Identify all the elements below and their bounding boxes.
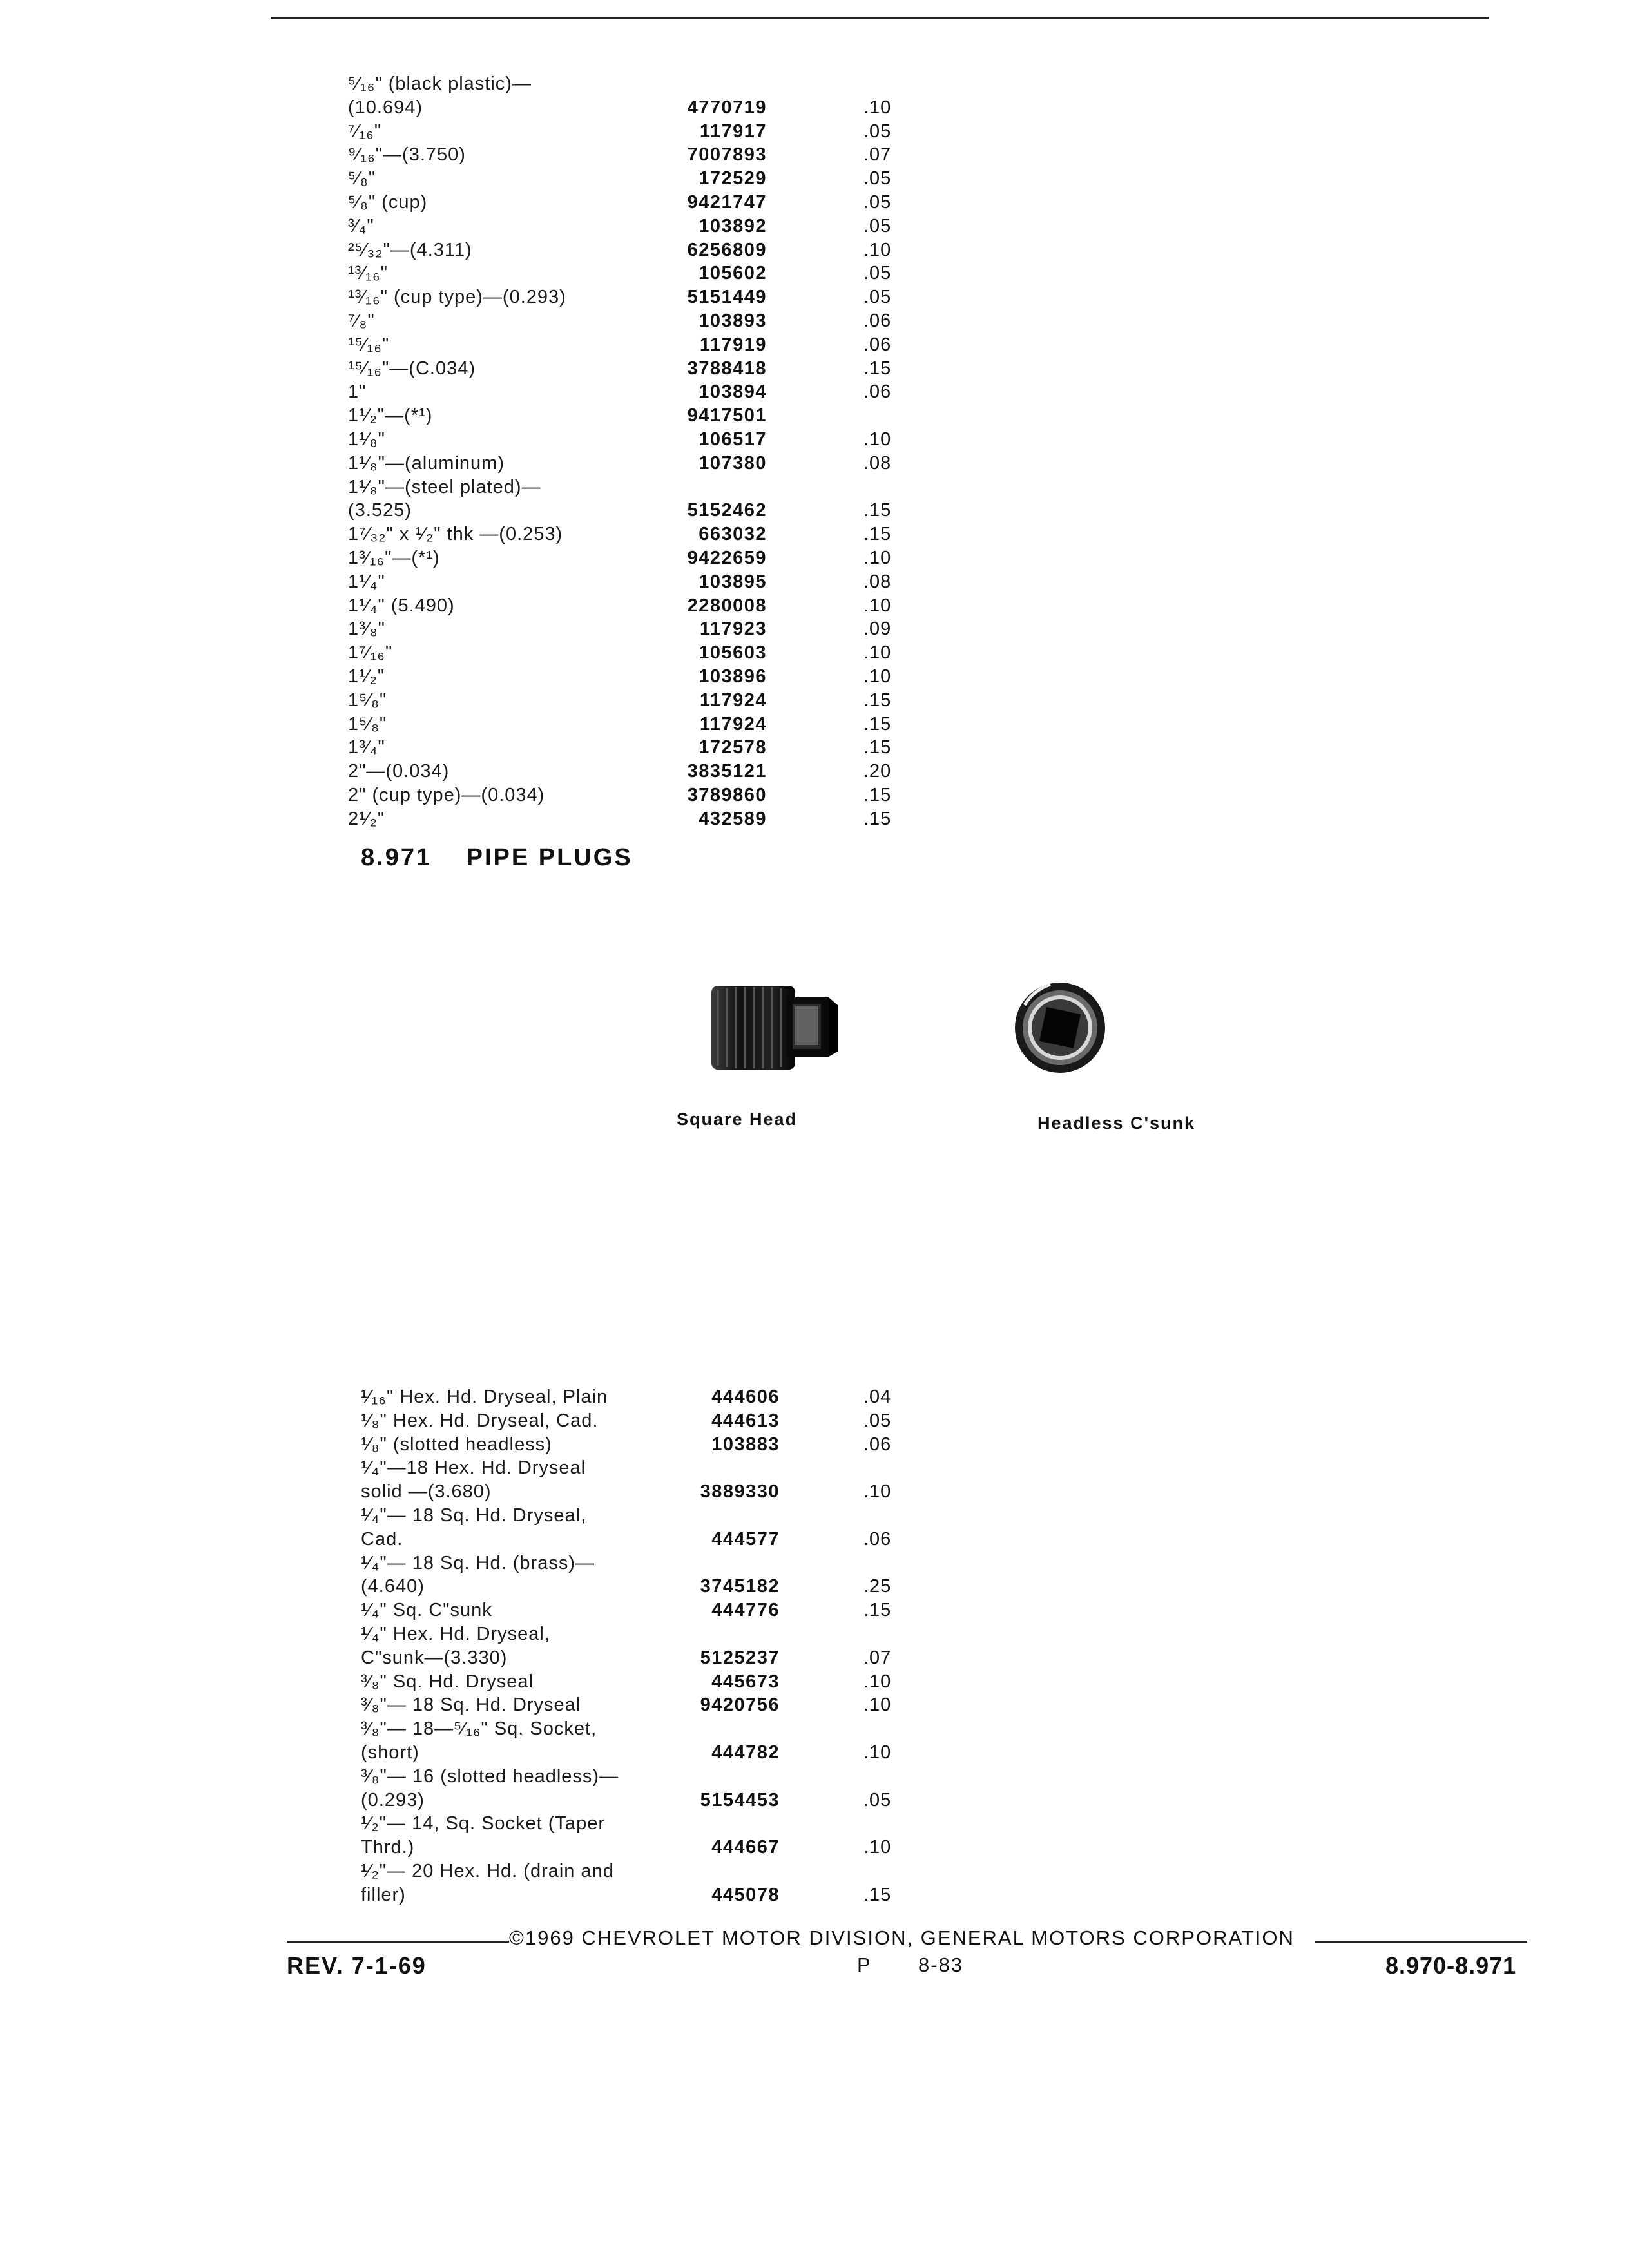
part-description: ⁷⁄₁₆" (348, 120, 382, 142)
part-price: .15 (863, 1600, 892, 1621)
part-description: ¹³⁄₁₆" (348, 263, 388, 284)
part-description: (3.525) (348, 500, 412, 521)
section-number: 8.971 (361, 844, 432, 871)
part-number: 663032 (699, 524, 767, 545)
part-price: .15 (863, 1884, 892, 1905)
part-number: 445078 (711, 1884, 780, 1905)
table-row (348, 665, 992, 689)
part-description: 1¹⁄₈" (348, 428, 385, 450)
part-number: 103893 (699, 310, 767, 331)
table-row (348, 191, 992, 215)
part-number: 444577 (711, 1528, 780, 1550)
part-description: ¹³⁄₁₆" (cup type)—(0.293) (348, 287, 566, 308)
part-price: .10 (863, 1671, 892, 1692)
table-row (348, 380, 992, 404)
table-row (348, 760, 992, 783)
part-price: .05 (863, 1789, 892, 1811)
part-number: 432589 (699, 808, 767, 829)
table-row (348, 143, 992, 167)
part-description: ¹⁄₄" Hex. Hd. Dryseal, (361, 1623, 550, 1644)
table-row (348, 72, 992, 96)
part-price: .20 (863, 761, 892, 782)
part-number: 9422659 (687, 547, 767, 568)
part-price: .05 (863, 1410, 892, 1431)
part-number: 3889330 (700, 1481, 780, 1503)
part-description: C"sunk—(3.330) (361, 1647, 508, 1668)
part-number: 107380 (699, 452, 767, 474)
part-price: .15 (863, 808, 892, 829)
part-description: Thrd.) (361, 1837, 415, 1858)
part-price: .07 (863, 144, 892, 166)
part-price: .10 (863, 642, 892, 664)
table-row (348, 428, 992, 452)
table-row (361, 1741, 1005, 1765)
table-row (348, 499, 992, 523)
part-number: 117924 (699, 689, 767, 711)
part-number: 7007893 (687, 144, 767, 166)
part-price: .15 (863, 689, 892, 711)
part-description: ²⁵⁄₃₂"—(4.311) (348, 239, 472, 260)
part-price: .10 (863, 239, 892, 260)
part-description: ⁵⁄₈" (348, 168, 376, 189)
part-description: ³⁄₈"— 16 (slotted headless)— (361, 1765, 619, 1787)
table-row (361, 1456, 1005, 1480)
part-description: ¹⁄₁₆" Hex. Hd. Dryseal, Plain (361, 1387, 608, 1407)
part-price: .10 (863, 666, 892, 687)
part-description: 1¹⁄₂" (348, 666, 385, 687)
table-row (361, 1717, 1005, 1741)
table-row (361, 1480, 1005, 1504)
part-number: 9417501 (687, 405, 767, 427)
table-row (348, 262, 992, 285)
table-row (361, 1552, 1005, 1575)
part-number: 117923 (699, 619, 767, 640)
upper-parts-table (348, 72, 992, 831)
part-description: 1³⁄₄" (348, 737, 385, 758)
table-row (348, 736, 992, 760)
part-price: .10 (863, 1837, 892, 1858)
part-description: ¹⁄₈" Hex. Hd. Dryseal, Cad. (361, 1410, 599, 1431)
page-prefix: P (857, 1954, 872, 1976)
part-number: 5152462 (687, 500, 767, 521)
part-price: .06 (863, 1434, 892, 1455)
table-row (348, 807, 992, 831)
table-row (348, 689, 992, 713)
table-row (348, 285, 992, 309)
table-row (348, 546, 992, 570)
table-row (348, 594, 992, 618)
part-price: .15 (863, 737, 892, 758)
part-description: 1¹⁄₄" (348, 571, 385, 592)
table-row (348, 120, 992, 144)
part-price: .05 (863, 215, 892, 236)
part-number: 445673 (711, 1671, 780, 1692)
part-description: 1⁷⁄₁₆" (348, 642, 393, 664)
revision-date: REV. 7-1-69 (287, 1952, 427, 1979)
part-description: (0.293) (361, 1789, 425, 1811)
part-number: 444606 (711, 1387, 780, 1407)
part-number: 105603 (699, 642, 767, 664)
part-description: ¹⁄₄"— 18 Sq. Hd. Dryseal, (361, 1504, 587, 1526)
part-description: 1⁵⁄₈" (348, 713, 387, 735)
part-description: 1⁷⁄₃₂" x ¹⁄₂" thk —(0.253) (348, 524, 563, 545)
table-row (361, 1765, 1005, 1789)
table-row (348, 238, 992, 262)
part-price: .15 (863, 784, 892, 805)
table-row (361, 1528, 1005, 1552)
section-title: PIPE PLUGS (466, 844, 633, 871)
part-description: ¹⁵⁄₁₆" (348, 334, 390, 355)
part-price: .10 (863, 1481, 892, 1503)
part-number: 5154453 (700, 1789, 780, 1811)
part-number: 6256809 (687, 239, 767, 260)
part-price: .10 (863, 1742, 892, 1763)
part-price: .06 (863, 334, 892, 355)
part-price: .07 (863, 1647, 892, 1668)
table-row (361, 1670, 1005, 1694)
table-row (361, 1599, 1005, 1622)
part-price: .06 (863, 310, 892, 331)
table-row (361, 1646, 1005, 1670)
part-price: .10 (863, 428, 892, 450)
headless-countersunk-plug-image (1012, 979, 1108, 1076)
part-number: 2280008 (687, 595, 767, 616)
part-description: 1³⁄₈" (348, 619, 385, 640)
table-row (361, 1575, 1005, 1599)
table-row (361, 1433, 1005, 1457)
part-number: 3745182 (700, 1576, 780, 1597)
part-price: .15 (863, 358, 892, 379)
table-row (361, 1622, 1005, 1646)
part-price: .05 (863, 287, 892, 308)
square-head-caption: Square Head (677, 1110, 798, 1129)
section-range: 8.970-8.971 (1385, 1952, 1517, 1979)
part-description: ¹⁄₈" (slotted headless) (361, 1434, 552, 1455)
part-number: 103883 (711, 1434, 780, 1455)
table-row (361, 1409, 1005, 1433)
table-row (348, 452, 992, 476)
part-description: ¹⁄₄"— 18 Sq. Hd. (brass)— (361, 1552, 595, 1573)
part-description: ¹⁄₂"— 20 Hex. Hd. (drain and (361, 1860, 614, 1881)
part-description: ¹⁄₂"— 14, Sq. Socket (Taper (361, 1813, 605, 1834)
part-price: .10 (863, 547, 892, 568)
part-number: 9421747 (687, 191, 767, 213)
part-price: .10 (863, 97, 892, 118)
footer-rule-right (1315, 1941, 1527, 1943)
table-row (361, 1836, 1005, 1860)
part-number: 5125237 (700, 1647, 780, 1668)
part-description: 2¹⁄₂" (348, 808, 385, 829)
part-description: ³⁄₈"— 18—⁵⁄₁₆" Sq. Socket, (361, 1718, 597, 1740)
table-row (348, 617, 992, 641)
part-description: ⁹⁄₁₆"—(3.750) (348, 144, 466, 166)
part-description: (short) (361, 1742, 419, 1763)
part-price: .25 (863, 1576, 892, 1597)
part-description: (10.694) (348, 97, 423, 118)
part-price: .05 (863, 168, 892, 189)
part-description: ⁵⁄₁₆" (black plastic)— (348, 73, 532, 94)
part-description: 2"—(0.034) (348, 761, 450, 782)
part-description: ¹⁵⁄₁₆"—(C.034) (348, 358, 476, 379)
table-row (348, 309, 992, 333)
part-description: filler) (361, 1884, 406, 1905)
section-heading (361, 844, 633, 872)
part-description: ³⁄₈"— 18 Sq. Hd. Dryseal (361, 1695, 581, 1716)
part-number: 3789860 (687, 784, 767, 805)
part-description: 1¹⁄₈"—(aluminum) (348, 452, 505, 474)
table-row (348, 476, 992, 499)
part-price: .15 (863, 524, 892, 545)
headless-countersunk-caption: Headless C'sunk (1037, 1113, 1196, 1133)
table-row (361, 1883, 1005, 1907)
part-price: .15 (863, 500, 892, 521)
part-number: 444782 (711, 1742, 780, 1763)
part-description: 2" (cup type)—(0.034) (348, 784, 545, 805)
part-number: 117924 (699, 713, 767, 735)
part-number: 444613 (711, 1410, 780, 1431)
part-number: 105602 (699, 263, 767, 284)
table-row (348, 523, 992, 546)
footer-rule-left (287, 1941, 509, 1943)
part-number: 4770719 (687, 97, 767, 118)
table-row (348, 641, 992, 665)
part-description: 1¹⁄₄" (5.490) (348, 595, 455, 616)
part-description: ⁷⁄₈" (348, 310, 375, 331)
part-price: .05 (863, 263, 892, 284)
table-row (348, 333, 992, 357)
part-number: 444776 (711, 1600, 780, 1621)
part-number: 3835121 (687, 761, 767, 782)
part-description: 1¹⁄₈"—(steel plated)— (348, 476, 541, 497)
part-description: 1³⁄₁₆"—(*¹) (348, 547, 440, 568)
part-price: .06 (863, 381, 892, 403)
part-number: 103895 (699, 571, 767, 592)
part-description: solid —(3.680) (361, 1481, 492, 1503)
table-row (361, 1385, 1005, 1409)
part-description: ⁵⁄₈" (cup) (348, 191, 428, 213)
part-number: 444667 (711, 1837, 780, 1858)
table-row (348, 96, 992, 120)
part-description: ³⁄₄" (348, 215, 374, 236)
part-number: 106517 (699, 428, 767, 450)
part-number: 103894 (699, 381, 767, 403)
part-price: .10 (863, 595, 892, 616)
part-number: 3788418 (687, 358, 767, 379)
table-row (348, 783, 992, 807)
part-price: .08 (863, 452, 892, 474)
part-number: 9420756 (700, 1695, 780, 1716)
copyright-notice: ©1969 CHEVROLET MOTOR DIVISION, GENERAL MOTORS CORPORATION (509, 1927, 1295, 1949)
table-row (348, 215, 992, 238)
part-price: .04 (863, 1387, 892, 1407)
table-row (361, 1504, 1005, 1528)
table-row (361, 1789, 1005, 1812)
square-head-plug-image (709, 966, 851, 1082)
part-description: ¹⁄₄" Sq. C"sunk (361, 1600, 492, 1621)
part-number: 117917 (699, 120, 767, 142)
part-description: ³⁄₈" Sq. Hd. Dryseal (361, 1671, 534, 1692)
part-price: .05 (863, 191, 892, 213)
part-description: 1⁵⁄₈" (348, 689, 387, 711)
table-row (348, 713, 992, 736)
table-row (348, 570, 992, 594)
part-price: .15 (863, 713, 892, 735)
part-number: 172529 (699, 168, 767, 189)
top-rule (271, 17, 1489, 19)
table-row (361, 1812, 1005, 1836)
part-number: 103896 (699, 666, 767, 687)
part-number: 172578 (699, 737, 767, 758)
part-description: 1¹⁄₂"—(*¹) (348, 405, 433, 427)
part-price: .08 (863, 571, 892, 592)
part-number: 103892 (699, 215, 767, 236)
part-description: (4.640) (361, 1576, 425, 1597)
table-row (361, 1860, 1005, 1883)
part-description: Cad. (361, 1528, 403, 1550)
table-row (348, 357, 992, 381)
part-price: .06 (863, 1528, 892, 1550)
page-number: 8-83 (918, 1954, 964, 1976)
table-row (348, 404, 992, 428)
part-description: ¹⁄₄"—18 Hex. Hd. Dryseal (361, 1457, 586, 1479)
table-row (361, 1693, 1005, 1717)
part-description: 1" (348, 381, 367, 403)
part-price: .09 (863, 619, 892, 640)
lower-parts-table (361, 1385, 1005, 1907)
part-price: .10 (863, 1695, 892, 1716)
table-row (348, 167, 992, 191)
part-number: 5151449 (687, 287, 767, 308)
part-number: 117919 (699, 334, 767, 355)
part-price: .05 (863, 120, 892, 142)
